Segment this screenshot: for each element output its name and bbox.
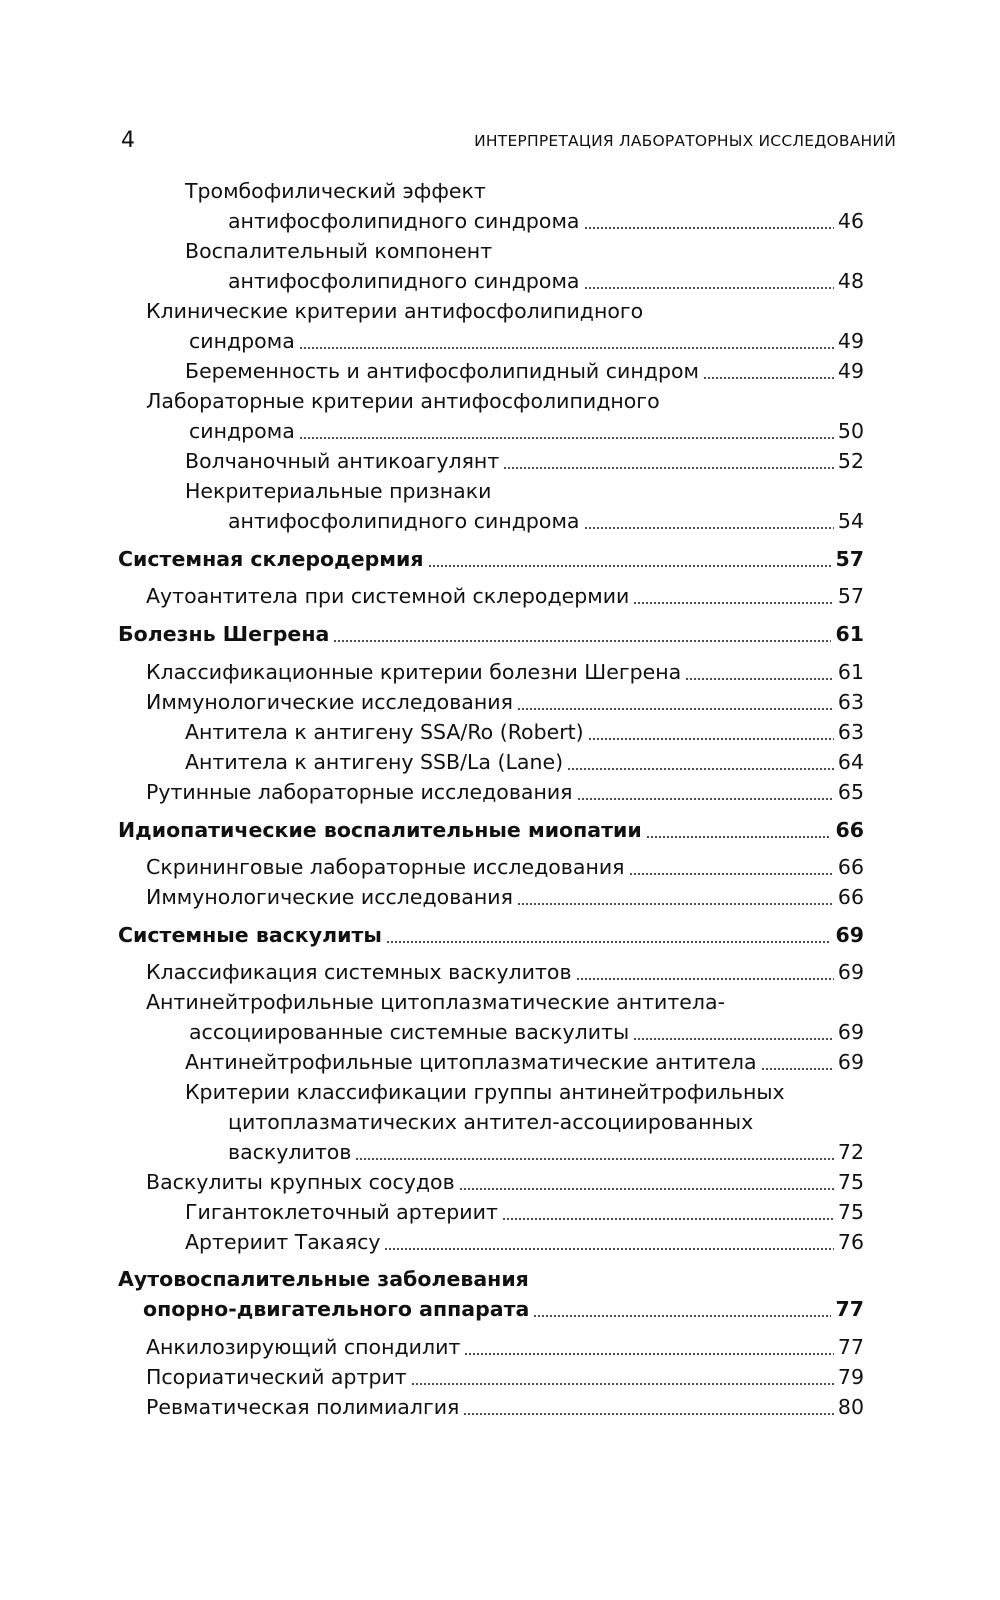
toc-entry: Аутоантитела при системной склеродермии 57 bbox=[146, 584, 864, 608]
toc-entry: Воспалительный компонент bbox=[185, 239, 493, 263]
toc-entry: Гигантоклеточный артериит 75 bbox=[185, 1200, 864, 1224]
toc-entry: Рутинные лабораторные исследования 65 bbox=[146, 780, 864, 804]
toc-entry: цитоплазматических антител-ассоциированных bbox=[228, 1110, 754, 1134]
toc-section: Аутовоспалительные заболевания bbox=[118, 1267, 529, 1291]
toc-section: Идиопатические воспалительные миопатии 66 bbox=[118, 818, 864, 842]
toc-entry: Антинейтрофильные цитоплазматические антитела 69 bbox=[185, 1050, 864, 1074]
toc-entry: Ревматическая полимиалгия 80 bbox=[146, 1395, 864, 1419]
toc-section: Системная склеродермия 57 bbox=[118, 547, 864, 571]
toc-entry: Иммунологические исследования 66 bbox=[146, 885, 864, 909]
toc-entry: Классификация системных васкулитов 69 bbox=[146, 960, 864, 984]
page-number: 4 bbox=[121, 128, 135, 153]
toc-section: опорно-двигательного аппарата 77 bbox=[143, 1297, 864, 1321]
toc-entry: Антинейтрофильные цитоплазматические антитела- bbox=[146, 990, 725, 1014]
toc-entry: антифосфолипидного синдрома 46 bbox=[228, 209, 864, 233]
toc-entry: синдрома 49 bbox=[189, 329, 864, 353]
page-header bbox=[0, 0, 1000, 153]
toc-entry: Клинические критерии антифосфолипидного bbox=[146, 299, 644, 323]
toc-entry: Скрининговые лабораторные исследования 66 bbox=[146, 855, 864, 879]
toc-entry: синдрома 50 bbox=[189, 419, 864, 443]
running-head: ИНТЕРПРЕТАЦИЯ ЛАБОРАТОРНЫХ ИССЛЕДОВАНИЙ bbox=[474, 132, 896, 150]
toc-section: Системные васкулиты 69 bbox=[118, 923, 864, 947]
toc-entry: Волчаночный антикоагулянт 52 bbox=[185, 449, 864, 473]
toc-entry: Критерии классификации группы антинейтрофильных bbox=[185, 1080, 785, 1104]
toc-entry: Антитела к антигену SSA/Ro (Robert) 63 bbox=[185, 720, 864, 744]
toc-entry: Тромбофилический эффект bbox=[185, 179, 486, 203]
toc-entry: Некритериальные признаки bbox=[185, 479, 492, 503]
toc-entry: Беременность и антифосфолипидный синдром 49 bbox=[185, 359, 864, 383]
toc-section: Болезнь Шегрена 61 bbox=[118, 622, 864, 646]
toc-entry: ассоциированные системные васкулиты 69 bbox=[189, 1020, 864, 1044]
toc-entry: Псориатический артрит 79 bbox=[146, 1365, 864, 1389]
toc-entry: Иммунологические исследования 63 bbox=[146, 690, 864, 714]
toc-entry: Классификационные критерии болезни Шегрена 61 bbox=[146, 660, 864, 684]
toc-entry: Васкулиты крупных сосудов 75 bbox=[146, 1170, 864, 1194]
toc-entry: антифосфолипидного синдрома 54 bbox=[228, 509, 864, 533]
toc-entry: Анкилозирующий спондилит 77 bbox=[146, 1335, 864, 1359]
toc-entry: Антитела к антигену SSB/La (Lane) 64 bbox=[185, 750, 864, 774]
toc-entry: Артериит Такаясу 76 bbox=[185, 1230, 864, 1254]
toc-entry: Лабораторные критерии антифосфолипидного bbox=[146, 389, 660, 413]
toc-entry: антифосфолипидного синдрома 48 bbox=[228, 269, 864, 293]
toc-entry: васкулитов 72 bbox=[228, 1140, 864, 1164]
